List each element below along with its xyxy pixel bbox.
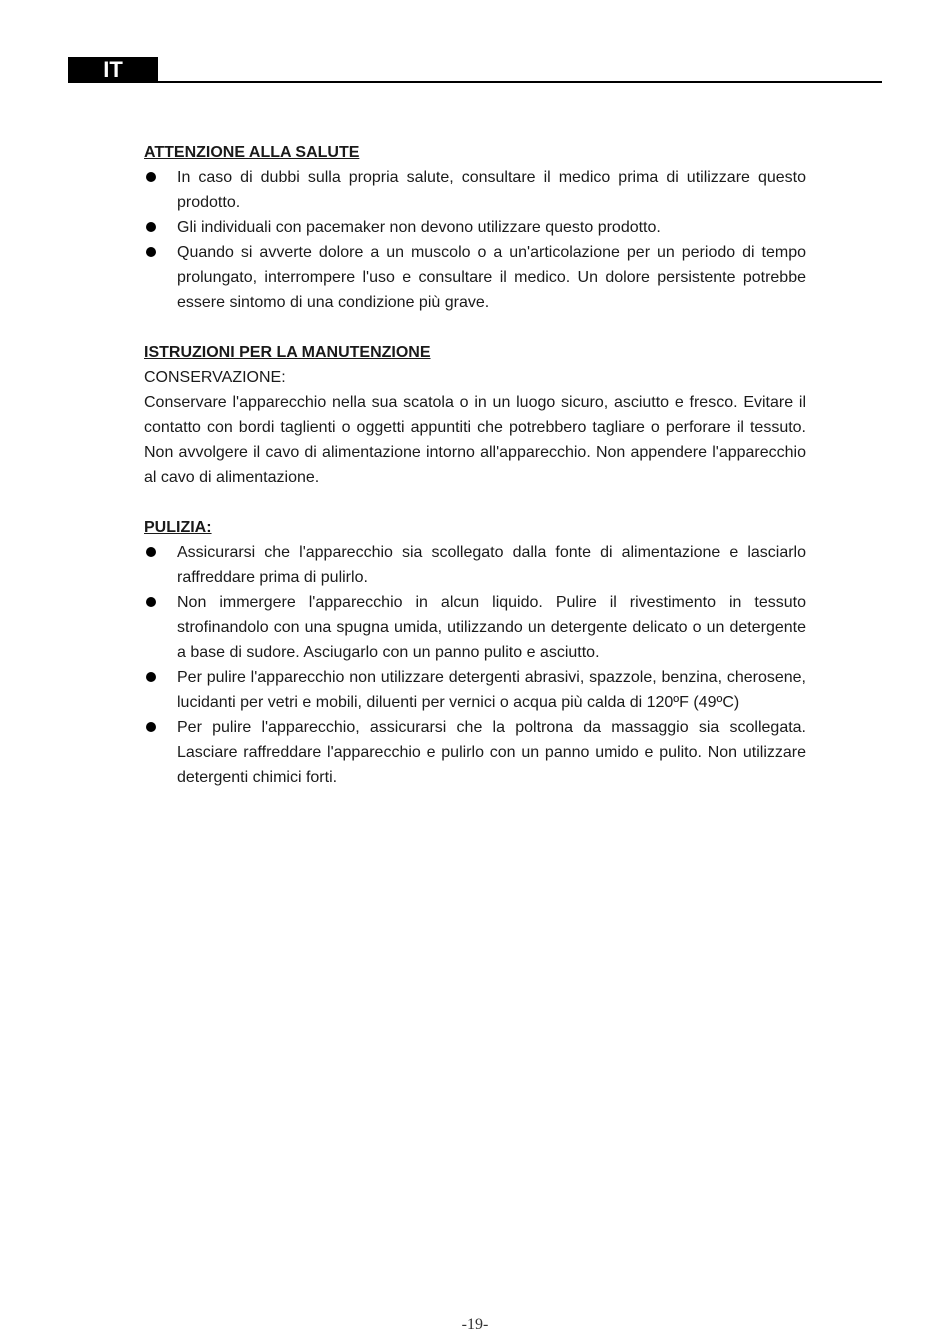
bullet-icon — [146, 222, 156, 232]
header-rule — [158, 81, 882, 83]
bullet-icon — [146, 672, 156, 682]
cleaning-section-title: PULIZIA: — [144, 519, 212, 536]
bullet-icon — [146, 547, 156, 557]
bullet-icon — [146, 247, 156, 257]
maintenance-section-title: ISTRUZIONI PER LA MANUTENZIONE — [144, 344, 431, 361]
health-section-title: ATTENZIONE ALLA SALUTE — [144, 144, 360, 161]
list-item — [144, 665, 806, 715]
page-number: -19- — [461, 1316, 489, 1333]
list-item — [144, 165, 806, 215]
health-bullet-list — [144, 165, 806, 315]
list-item — [144, 540, 806, 590]
bullet-icon — [146, 597, 156, 607]
bullet-text: In caso di dubbi sulla propria salute, consultare il medico prima di utilizzare questo prodotto. — [177, 169, 806, 211]
spacer — [144, 315, 806, 340]
document-body — [144, 140, 806, 790]
bullet-icon — [146, 172, 156, 182]
list-item — [144, 715, 806, 790]
list-item — [144, 590, 806, 665]
storage-paragraph: Conservare l'apparecchio nella sua scatola o in un luogo sicuro, asciutto e fresco. Evitare il contatto con bordi taglienti o oggetti appuntiti che potrebbero tagliare o perforare il tessuto. Non avvolgere il cavo di alimentazione intorno all'apparecchio. Non appendere l'apparecchio al cavo di alimentazione. — [144, 394, 806, 486]
bullet-text: Gli individuali con pacemaker non devono utilizzare questo prodotto. — [177, 219, 661, 236]
cleaning-bullet-list — [144, 540, 806, 790]
bullet-icon — [146, 722, 156, 732]
language-tab: IT — [68, 57, 158, 83]
bullet-text: Non immergere l'apparecchio in alcun liquido. Pulire il rivestimento in tessuto strofinandolo con una spugna umida, utilizzando un detergente delicato o un detergente a base di sudore. Asciugarlo con un panno pulito e asciutto. — [177, 594, 806, 661]
spacer — [144, 490, 806, 515]
list-item — [144, 215, 806, 240]
storage-subtitle: CONSERVAZIONE: — [144, 369, 286, 386]
bullet-text: Per pulire l'apparecchio non utilizzare detergenti abrasivi, spazzole, benzina, cherosene, lucidanti per vetri e mobili, diluenti per vernici o acqua più calda di 120ºF (49ºC) — [177, 669, 806, 711]
bullet-text: Assicurarsi che l'apparecchio sia scollegato dalla fonte di alimentazione e lasciarlo raffreddare prima di pulirlo. — [177, 544, 806, 586]
bullet-text: Per pulire l'apparecchio, assicurarsi che la poltrona da massaggio sia scollegata. Lasciare raffreddare l'apparecchio e pulirlo con un panno umido e pulito. Non utilizzare detergenti chimici forti. — [177, 719, 806, 786]
list-item — [144, 240, 806, 315]
bullet-text: Quando si avverte dolore a un muscolo o a un'articolazione per un periodo di tempo prolungato, interrompere l'uso e consultare il medico. Un dolore persistente potrebbe essere sintomo di una condizione più grave. — [177, 244, 806, 311]
